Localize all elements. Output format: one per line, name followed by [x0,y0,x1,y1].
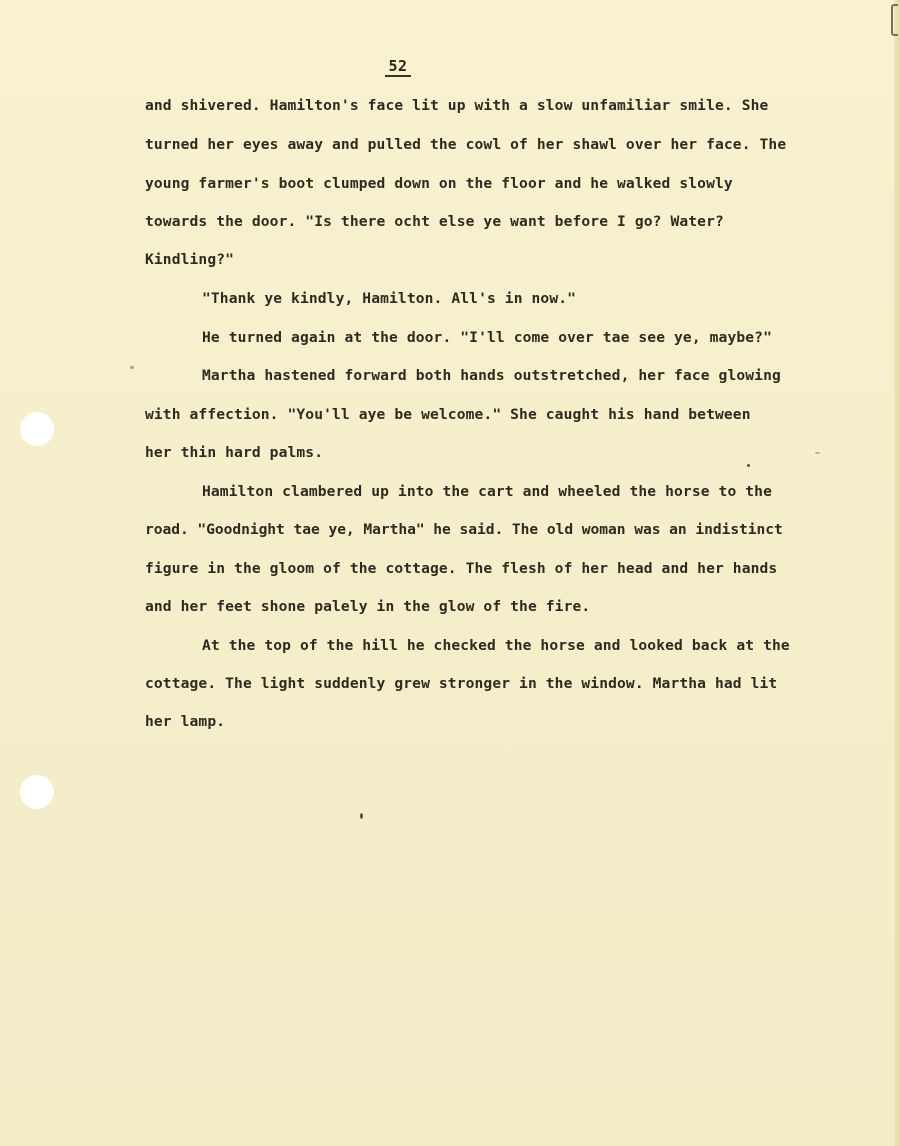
text-line: road. "Goodnight tae ye, Martha" he said. The old woman was an indistinct [145,521,783,538]
text-line: At the top of the hill he checked the horse and looked back at the [202,637,790,654]
ink-speck [815,452,820,454]
ink-speck [360,813,363,819]
text-line: towards the door. "Is there ocht else ye want before I go? Water? [145,213,724,230]
text-line: Hamilton clambered up into the cart and wheeled the horse to the [202,483,772,500]
text-line: Martha hastened forward both hands outstretched, her face glowing [202,367,781,384]
binder-clip [891,4,898,36]
punch-hole-bottom [20,775,54,809]
page-number: 52 [388,57,408,75]
text-line: "Thank ye kindly, Hamilton. All's in now." [202,290,577,307]
text-line: her lamp. [145,713,226,730]
ink-speck [130,366,134,369]
text-line: young farmer's boot clumped down on the floor and he walked slowly [145,175,733,192]
text-line: and shivered. Hamilton's face lit up with a slow unfamiliar smile. She [145,97,769,114]
page-number-underline [385,75,411,77]
text-line: figure in the gloom of the cottage. The flesh of her head and her hands [145,560,778,577]
text-line: with affection. "You'll aye be welcome." She caught his hand between [145,406,751,423]
ink-speck [747,464,750,467]
punch-hole-top [20,412,54,446]
text-line: Kindling?" [145,251,235,268]
text-line: turned her eyes away and pulled the cowl of her shawl over her face. The [145,136,787,153]
text-line: He turned again at the door. "I'll come over tae see ye, maybe?" [202,329,772,346]
text-line: and her feet shone palely in the glow of the fire. [145,598,591,615]
page-edge [894,0,900,1146]
text-line: her thin hard palms. [145,444,324,461]
text-line: cottage. The light suddenly grew stronger in the window. Martha had lit [145,675,778,692]
